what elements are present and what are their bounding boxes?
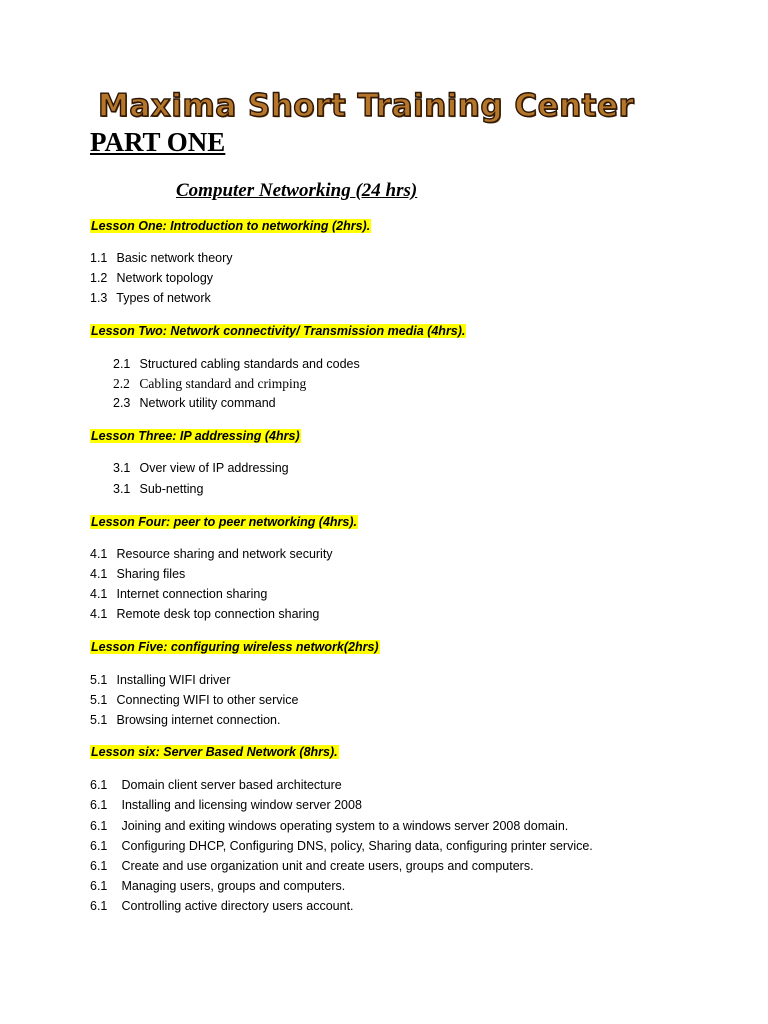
- item-number: 1.3: [90, 291, 108, 305]
- item-number: 4.1: [90, 587, 108, 601]
- list-item: [90, 607, 319, 621]
- item-text: Create and use organization unit and create users, groups and computers.: [121, 859, 534, 873]
- list-item: [90, 819, 568, 833]
- list-item: [113, 357, 360, 371]
- list-item: [113, 376, 306, 392]
- item-number: 2.2: [113, 376, 130, 391]
- lesson-heading: Lesson Five: configuring wireless network(2hrs): [91, 640, 379, 654]
- item-text: Joining and exiting windows operating system to a windows server 2008 domain.: [121, 819, 569, 833]
- subject-title: Computer Networking (24 hrs): [176, 180, 418, 201]
- brand-title: Maxima Short Training Center: [98, 88, 635, 124]
- item-text: Domain client server based architecture: [121, 778, 342, 792]
- item-number: 1.1: [90, 251, 108, 265]
- item-number: 4.1: [90, 567, 108, 581]
- item-number: 6.1: [90, 819, 108, 833]
- item-number: 2.3: [113, 396, 131, 410]
- item-text: Remote desk top connection sharing: [116, 607, 320, 621]
- item-number: 6.1: [90, 859, 108, 873]
- item-number: 5.1: [90, 693, 108, 707]
- item-number: 3.1: [113, 461, 131, 475]
- item-number: 3.1: [113, 482, 131, 496]
- item-number: 6.1: [90, 899, 108, 913]
- lesson-heading: Lesson Four: peer to peer networking (4hrs).: [91, 515, 358, 529]
- item-text: Cabling standard and crimping: [139, 376, 307, 391]
- item-number: 6.1: [90, 839, 108, 853]
- item-text: Resource sharing and network security: [116, 547, 333, 561]
- list-item: [90, 879, 345, 893]
- item-text: Controlling active directory users account.: [121, 899, 354, 913]
- item-text: Over view of IP addressing: [139, 461, 289, 475]
- list-item: [90, 271, 213, 285]
- item-number: 5.1: [90, 713, 108, 727]
- item-number: 2.1: [113, 357, 131, 371]
- item-number: 6.1: [90, 778, 108, 792]
- item-text: Internet connection sharing: [116, 587, 268, 601]
- item-number: 6.1: [90, 798, 108, 812]
- item-text: Sub-netting: [139, 482, 204, 496]
- item-number: 4.1: [90, 607, 108, 621]
- list-item: [90, 713, 280, 727]
- item-number: 4.1: [90, 547, 108, 561]
- list-item: [90, 693, 299, 707]
- item-number: 1.2: [90, 271, 108, 285]
- item-text: Basic network theory: [116, 251, 233, 265]
- item-text: Network topology: [116, 271, 214, 285]
- item-text: Structured cabling standards and codes: [139, 357, 360, 371]
- item-text: Installing and licensing window server 2008: [121, 798, 362, 812]
- list-item: [90, 839, 593, 853]
- list-item: [90, 251, 233, 265]
- list-item: [90, 798, 362, 812]
- list-item: [113, 396, 276, 410]
- lesson-heading: Lesson six: Server Based Network (8hrs).: [91, 745, 338, 759]
- item-text: Browsing internet connection.: [116, 713, 281, 727]
- item-number: 6.1: [90, 879, 108, 893]
- list-item: [90, 673, 230, 687]
- item-text: Sharing files: [116, 567, 186, 581]
- list-item: [113, 461, 289, 475]
- item-text: Configuring DHCP, Configuring DNS, policy, Sharing data, configuring printer service.: [121, 839, 593, 853]
- list-item: [113, 482, 203, 496]
- list-item: [90, 859, 534, 873]
- lesson-heading: Lesson One: Introduction to networking (2hrs).: [91, 219, 371, 233]
- lesson-heading: Lesson Two: Network connectivity/ Transmission media (4hrs).: [91, 324, 466, 338]
- lesson-heading: Lesson Three: IP addressing (4hrs): [91, 429, 300, 443]
- list-item: [90, 291, 211, 305]
- list-item: [90, 547, 333, 561]
- item-text: Types of network: [116, 291, 211, 305]
- item-text: Managing users, groups and computers.: [121, 879, 346, 893]
- item-text: Installing WIFI driver: [116, 673, 231, 687]
- list-item: [90, 587, 267, 601]
- item-text: Connecting WIFI to other service: [116, 693, 299, 707]
- list-item: [90, 567, 185, 581]
- item-number: 5.1: [90, 673, 108, 687]
- list-item: [90, 899, 354, 913]
- list-item: [90, 778, 342, 792]
- part-title: PART ONE: [90, 127, 226, 157]
- item-text: Network utility command: [139, 396, 276, 410]
